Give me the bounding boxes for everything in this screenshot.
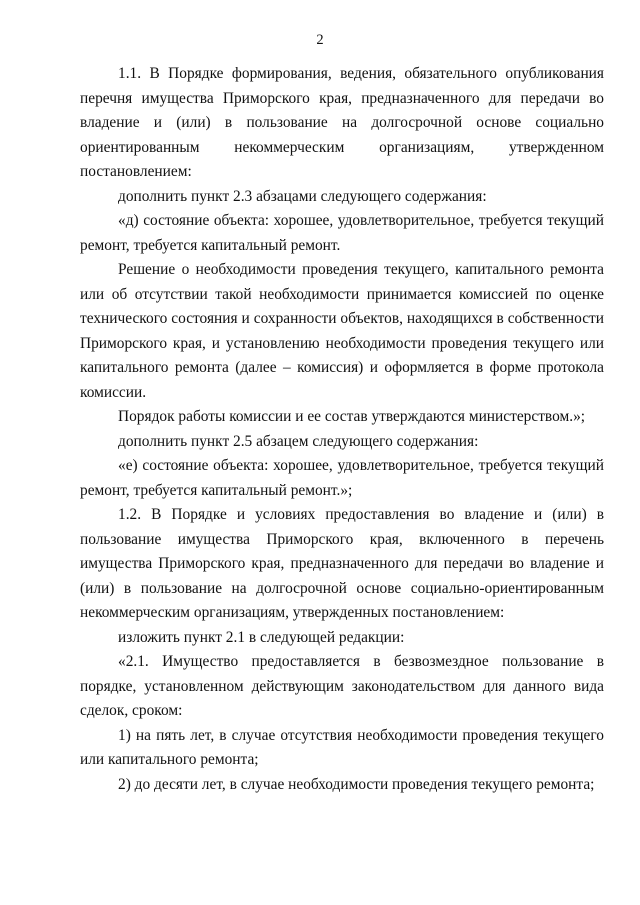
paragraph-commission-decision: Решение о необходимости проведения текущего, капитального ремонта или об отсутствии такой необходимости принимается комиссией по оценке технического состояния и сохранности объектов, находящихся в собственности Приморского края, и установлению необходимости проведения текущего или капитального ремонта (далее – комиссия) и оформляется в форме протокола комиссии. [80,261,604,401]
paragraph-1-2: 1.2. В Порядке и условиях предоставления во владение и (или) в пользование имущества Приморского края, включенного в перечень имущества Приморского края, предназначенного для передачи во владение и (или) в пользование на долгосрочной основе социально-ориентированным некоммерческим организациям, утвержденных постановлением: [80,506,604,621]
document-body [80,62,604,797]
paragraph-term-2: 2) до десяти лет, в случае необходимости проведения текущего ремонта; [118,775,595,793]
paragraph-commission-order: Порядок работы комиссии и ее состав утверждаются министерством.»; [118,408,586,425]
paragraph-term-1: 1) на пять лет, в случае отсутствия необходимости проведения текущего или капитального ремонта; [80,726,604,768]
paragraph-add-2-5: дополнить пункт 2.5 абзацем следующего содержания: [118,432,479,450]
paragraph-2-1: «2.1. Имущество предоставляется в безвозмездное пользование в порядке, установленном действующим законодательством для данного вида сделок, сроком: [80,653,604,719]
paragraph-1-1: 1.1. В Порядке формирования, ведения, обязательного опубликования перечня имущества Приморского края, предназначенного для передачи во владение и (или) в пользование на долгосрочной основе социально ориентированным некоммерческим организациям, утвержденном постановлением: [80,65,604,180]
paragraph-restate-2-1: изложить пункт 2.1 в следующей редакции: [118,628,405,646]
paragraph-add-2-3: дополнить пункт 2.3 абзацами следующего содержания: [118,187,487,205]
page-number: 2 [316,32,324,48]
paragraph-item-e: «е) состояние объекта: хорошее, удовлетворительное, требуется текущий ремонт, требуется капитальный ремонт.»; [80,457,604,499]
paragraph-item-d: «д) состояние объекта: хорошее, удовлетворительное, требуется текущий ремонт, требуется капитальный ремонт. [80,212,604,254]
